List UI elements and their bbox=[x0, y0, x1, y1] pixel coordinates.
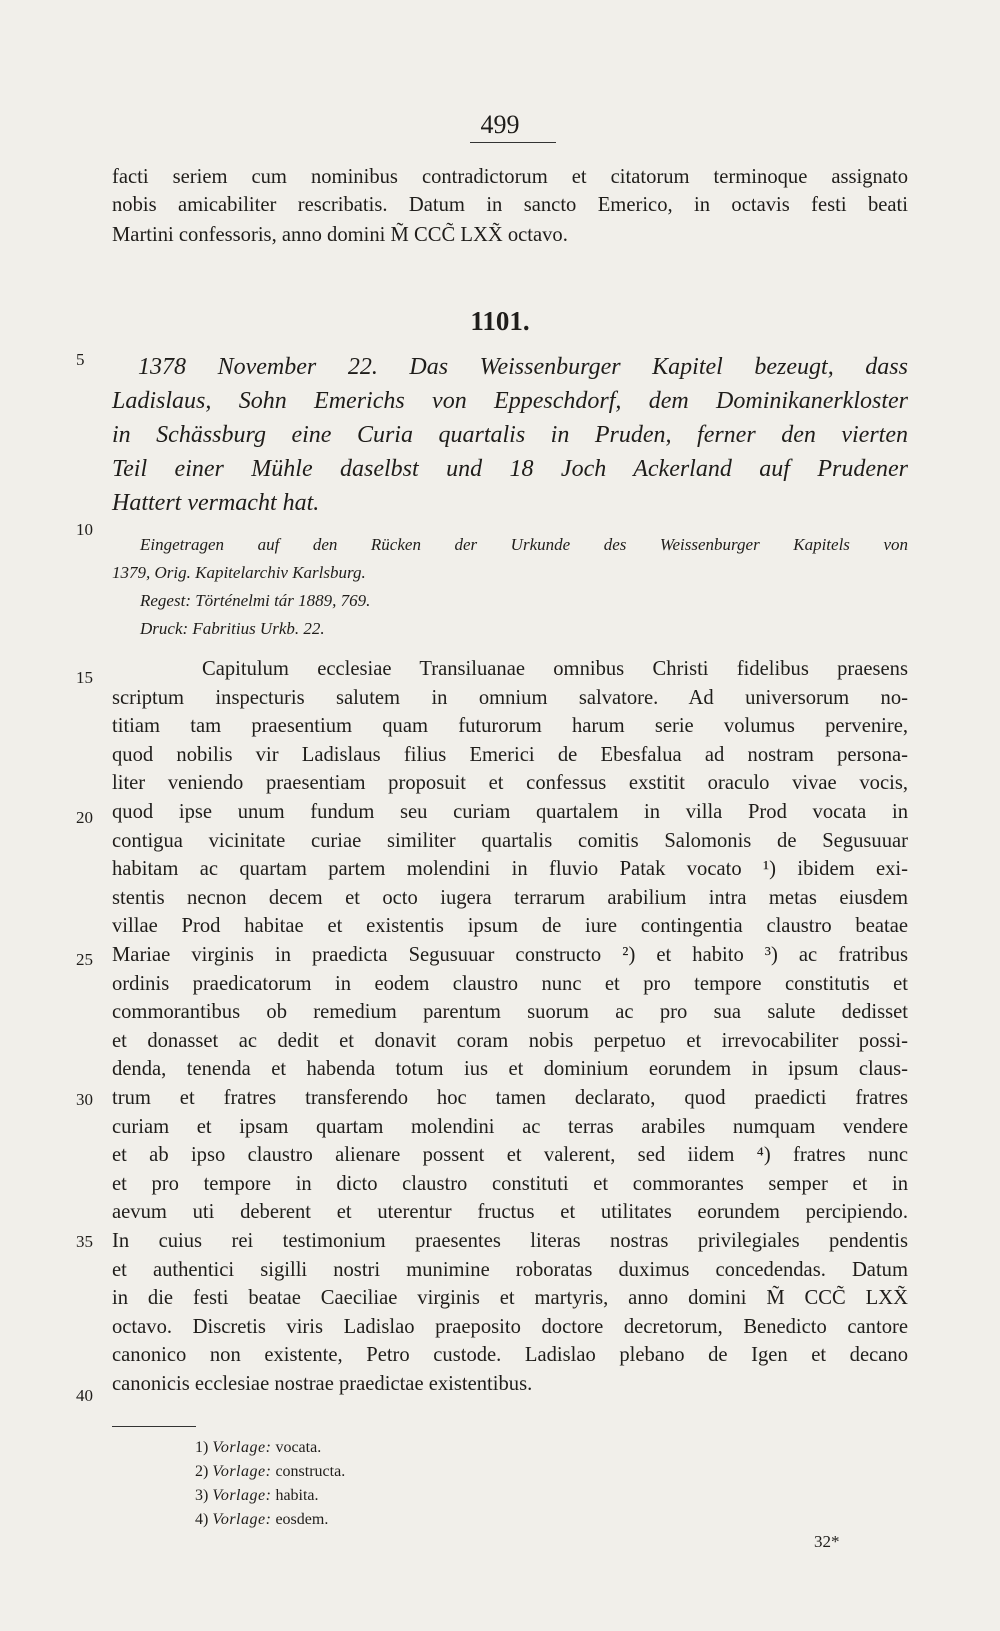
footnote-mark: 2) bbox=[195, 1463, 209, 1480]
text-line: trum et fratres transferendo hoc tamen declarato, quod praedicti fratres bbox=[112, 1087, 908, 1109]
regest-line: Teil einer Mühle daselbst und 18 Joch Ackerland auf Prudener bbox=[112, 456, 908, 482]
text-line: In cuius rei testimonium praesentes literas nostras privilegiales pendentis bbox=[112, 1230, 908, 1252]
regest-line: Ladislaus, Sohn Emerichs von Eppeschdorf, dem Dominikanerkloster bbox=[112, 388, 908, 414]
text-line: quod nobilis vir Ladislaus filius Emerici de Ebesfalua ad nostram persona- bbox=[112, 743, 908, 766]
text-line: Capitulum ecclesiae Transiluanae omnibus Christi fidelibus praesens bbox=[202, 658, 908, 680]
text-line: liter veniendo praesentiam proposuit et confessus exstitit oraculo vivae vocis, bbox=[112, 772, 908, 795]
text-line: villae Prod habitae et existentis ipsum de iure contingentia claustro beatae bbox=[112, 915, 908, 938]
footnote-label: Vorlage: bbox=[212, 1511, 272, 1528]
footnote bbox=[195, 1436, 321, 1460]
text-line: Mariae virginis in praedicta Segusuuar constructo ²) et habito ³) ac fratribus bbox=[112, 944, 908, 966]
text-line: scriptum inspecturis salutem in omnium salvatore. Ad universorum no- bbox=[112, 686, 908, 709]
text-line: et donasset ac dedit et donavit coram nobis perpetuo et irrevocabiliter possi- bbox=[112, 1029, 908, 1052]
footnote bbox=[195, 1508, 328, 1532]
line-number: 35 bbox=[76, 1232, 93, 1251]
footnote-mark: 4) bbox=[195, 1511, 209, 1528]
text-line: canonico non existente, Petro custode. Ladislao plebano de Igen et decano bbox=[112, 1344, 908, 1367]
line-number: 5 bbox=[76, 350, 85, 369]
footnote-label: Vorlage: bbox=[212, 1487, 272, 1504]
text-line: et authentici sigilli nostri munimine roboratas duximus concedendas. Datum bbox=[112, 1258, 908, 1281]
line-number: 20 bbox=[76, 808, 93, 827]
text-line: et ab ipso claustro alienare possent et valerent, sed iidem ⁴) fratres nunc bbox=[112, 1144, 908, 1167]
text-line: Martini confessoris, anno domini M̃ CCC̃ LXX̃ octavo. bbox=[112, 224, 568, 246]
text-line: et pro tempore in dicto claustro constituti et commorantes semper et in bbox=[112, 1172, 908, 1195]
text-line: denda, tenenda et habenda totum ius et dominium eorundem in ipsum claus- bbox=[112, 1058, 908, 1081]
text-line: curiam et ipsam quartam molendini ac terras arabiles numquam vendere bbox=[112, 1115, 908, 1138]
text-line: octavo. Discretis viris Ladislao praeposito doctore decretorum, Benedicto cantore bbox=[112, 1315, 908, 1338]
source-line: Regest: Történelmi tár 1889, 769. bbox=[140, 591, 371, 610]
text-line: titiam tam praesentium quam futurorum harum serie volumus pervenire, bbox=[112, 715, 908, 738]
text-line: habitam ac quartam partem molendini in fluvio Patak vocato ¹) ibidem exi- bbox=[112, 858, 908, 881]
footnote-text: eosdem. bbox=[275, 1511, 329, 1528]
line-number: 30 bbox=[76, 1090, 93, 1109]
footnote-text: vocata. bbox=[275, 1439, 322, 1456]
signature-mark: 32* bbox=[814, 1532, 840, 1551]
source-line: 1379, Orig. Kapitelarchiv Karlsburg. bbox=[112, 563, 366, 582]
line-number: 10 bbox=[76, 520, 93, 539]
regest-line: Hattert vermacht hat. bbox=[112, 490, 320, 516]
text-line: contigua vicinitate curiae similiter quartalis comitis Salomonis de Segusuuar bbox=[112, 829, 908, 852]
text-line: in die festi beatae Caeciliae virginis et martyris, anno domini M̃ CCC̃ LXX̃ bbox=[112, 1287, 908, 1310]
source-line: Eingetragen auf den Rücken der Urkunde des Weissenburger Kapitels von bbox=[140, 535, 908, 554]
footnote-mark: 1) bbox=[195, 1439, 209, 1456]
line-number: 40 bbox=[76, 1386, 93, 1405]
footnote bbox=[195, 1460, 345, 1484]
footnote-rule bbox=[112, 1426, 196, 1427]
charter-text bbox=[112, 654, 908, 1434]
footnote-label: Vorlage: bbox=[212, 1463, 272, 1480]
page-number: 499 bbox=[480, 110, 520, 139]
page-number-rule bbox=[470, 142, 556, 143]
text-line: facti seriem cum nominibus contradictorum et citatorum terminoque assignato bbox=[112, 166, 908, 188]
footnote-mark: 3) bbox=[195, 1487, 209, 1504]
source-line: Druck: Fabritius Urkb. 22. bbox=[140, 619, 325, 638]
footnote-label: Vorlage: bbox=[212, 1439, 272, 1456]
footnote-text: habita. bbox=[275, 1487, 319, 1504]
regest-line: in Schässburg eine Curia quartalis in Pruden, ferner den vierten bbox=[112, 422, 908, 448]
footnote-text: constructa. bbox=[275, 1463, 346, 1480]
text-line: quod ipse unum fundum seu curiam quartalem in villa Prod vocata in bbox=[112, 801, 908, 823]
document-number: 1101. bbox=[470, 306, 530, 336]
text-line: aevum uti deberent et uterentur fructus et utilitates eorundem percipiendo. bbox=[112, 1201, 908, 1224]
line-number: 25 bbox=[76, 950, 93, 969]
text-line: ordinis praedicatorum in eodem claustro nunc et pro tempore constitutis et bbox=[112, 972, 908, 995]
text-line: nobis amicabiliter rescribatis. Datum in sancto Emerico, in octavis festi beati bbox=[112, 194, 908, 216]
line-number: 15 bbox=[76, 668, 93, 687]
regest-line: 1378 November 22. Das Weissenburger Kapitel bezeugt, dass bbox=[138, 354, 908, 380]
text-line: canonicis ecclesiae nostrae praedictae existentibus. bbox=[112, 1373, 533, 1395]
text-line: stentis necnon decem et octo iugera terrarum arabilium intra metas eiusdem bbox=[112, 886, 908, 909]
footnote bbox=[195, 1484, 319, 1508]
text-line: commorantibus ob remedium parentum suorum ac pro sua salute dedisset bbox=[112, 1001, 908, 1024]
